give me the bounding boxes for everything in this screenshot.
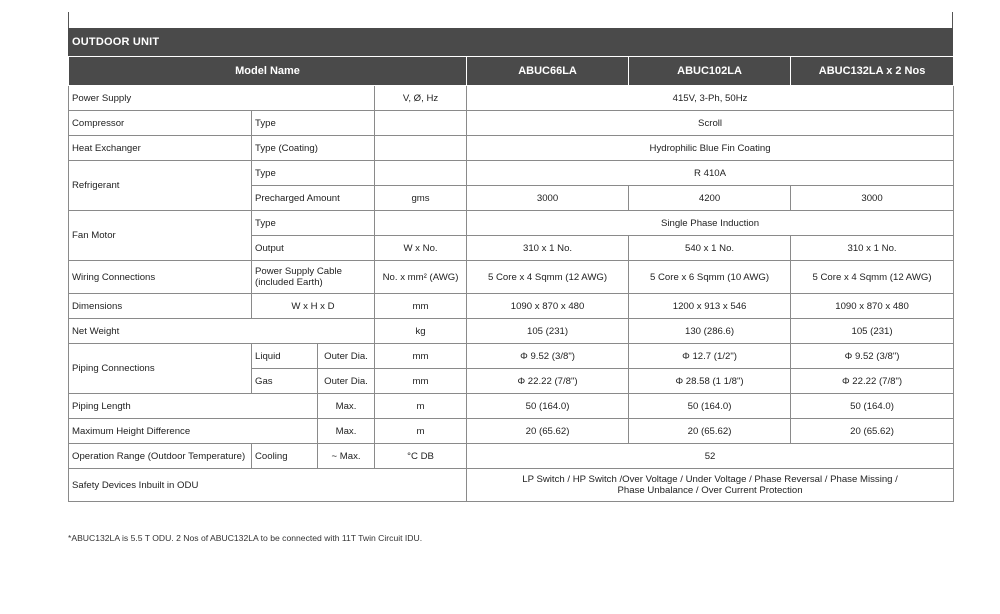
value-cell: 105 (231) [791,319,954,344]
value-cell: 20 (65.62) [467,419,629,444]
table-row [69,111,954,136]
value-cell: Φ 9.52 (3/8") [791,344,954,369]
sub-label: Output [252,236,375,261]
value-cell: 5 Core x 4 Sqmm (12 AWG) [791,261,954,294]
unit-cell [375,111,467,136]
unit-cell: W x No. [375,236,467,261]
unit-cell: No. x mm² (AWG) [375,261,467,294]
value-cell: 50 (164.0) [629,394,791,419]
table-row [69,394,954,419]
value-cell [467,469,954,502]
row-label: Operation Range (Outdoor Temperature) [69,444,252,469]
model-name-header: Model Name [69,57,467,86]
sub-label: Type (Coating) [252,136,375,161]
value-cell: 50 (164.0) [467,394,629,419]
model-2-header: ABUC102LA [629,57,791,86]
table-row [69,419,954,444]
sub-label: Max. [318,394,375,419]
unit-cell: mm [375,369,467,394]
footnote: *ABUC132LA is 5.5 T ODU. 2 Nos of ABUC132LA to be connected with 11T Twin Circuit IDU. [68,533,423,543]
value-cell: 1090 x 870 x 480 [467,294,629,319]
value-cell: 540 x 1 No. [629,236,791,261]
table-row [69,161,954,186]
row-label: Heat Exchanger [69,136,252,161]
table-row [69,261,954,294]
value-cell: Φ 22.22 (7/8") [791,369,954,394]
row-label: Compressor [69,111,252,136]
row-label: Maximum Height Difference [69,419,318,444]
sub-label: Gas [252,369,318,394]
section-title: OUTDOOR UNIT [68,28,953,56]
value-cell: Single Phase Induction [467,211,954,236]
value-cell: 310 x 1 No. [467,236,629,261]
unit-cell: gms [375,186,467,211]
value-cell: Φ 22.22 (7/8") [467,369,629,394]
row-label: Piping Length [69,394,318,419]
safety-line-1: LP Switch / HP Switch /Over Voltage / Under Voltage / Phase Reversal / Phase Missing / [522,474,898,485]
row-label: Refrigerant [69,161,252,211]
row-label: Fan Motor [69,211,252,261]
value-cell: 50 (164.0) [791,394,954,419]
safety-line-2: Phase Unbalance / Over Current Protection [617,485,803,496]
value-cell: 130 (286.6) [629,319,791,344]
value-cell: 5 Core x 6 Sqmm (10 AWG) [629,261,791,294]
model-1-header: ABUC66LA [467,57,629,86]
spec-table [68,56,954,502]
unit-cell [375,136,467,161]
unit-cell: mm [375,294,467,319]
frame-line-left [68,12,69,28]
value-cell: 1090 x 870 x 480 [791,294,954,319]
sub-label: Outer Dia. [318,369,375,394]
sub-label: Liquid [252,344,318,369]
row-label: Safety Devices Inbuilt in ODU [69,469,467,502]
row-label: Net Weight [69,319,375,344]
frame-line-right [952,12,953,28]
sub-label: Precharged Amount [252,186,375,211]
sub-label: Outer Dia. [318,344,375,369]
row-label: Power Supply [69,86,375,111]
value-cell: 3000 [791,186,954,211]
value-cell: Φ 9.52 (3/8") [467,344,629,369]
row-label: Piping Connections [69,344,252,394]
unit-cell [375,161,467,186]
value-cell: 5 Core x 4 Sqmm (12 AWG) [467,261,629,294]
unit-cell: V, Ø, Hz [375,86,467,111]
value-cell: 415V, 3-Ph, 50Hz [467,86,954,111]
table-row [69,319,954,344]
value-cell: 20 (65.62) [629,419,791,444]
sub-label: Type [252,111,375,136]
table-row [69,344,954,369]
value-cell: 52 [467,444,954,469]
row-label: Dimensions [69,294,252,319]
sub-label: Cooling [252,444,318,469]
unit-cell [375,211,467,236]
sub-label: W x H x D [252,294,375,319]
sub-label: Type [252,161,375,186]
unit-cell: mm [375,344,467,369]
value-cell: Φ 12.7 (1/2") [629,344,791,369]
sub-label: Power Supply Cable (included Earth) [252,261,375,294]
value-cell: 1200 x 913 x 546 [629,294,791,319]
value-cell: 4200 [629,186,791,211]
header-row [69,57,954,86]
value-cell: 20 (65.62) [791,419,954,444]
table-row [69,469,954,502]
table-row [69,294,954,319]
row-label: Wiring Connections [69,261,252,294]
table-row [69,86,954,111]
value-cell: 3000 [467,186,629,211]
model-3-header: ABUC132LA x 2 Nos [791,57,954,86]
unit-cell: °C DB [375,444,467,469]
value-cell: Φ 28.58 (1 1/8") [629,369,791,394]
sub-label: Max. [318,419,375,444]
unit-cell: m [375,394,467,419]
sub-label: ~ Max. [318,444,375,469]
table-row [69,136,954,161]
value-cell: R 410A [467,161,954,186]
value-cell: 310 x 1 No. [791,236,954,261]
table-row [69,211,954,236]
value-cell: 105 (231) [467,319,629,344]
unit-cell: m [375,419,467,444]
sub-label: Type [252,211,375,236]
table-row [69,444,954,469]
unit-cell: kg [375,319,467,344]
value-cell: Hydrophilic Blue Fin Coating [467,136,954,161]
value-cell: Scroll [467,111,954,136]
